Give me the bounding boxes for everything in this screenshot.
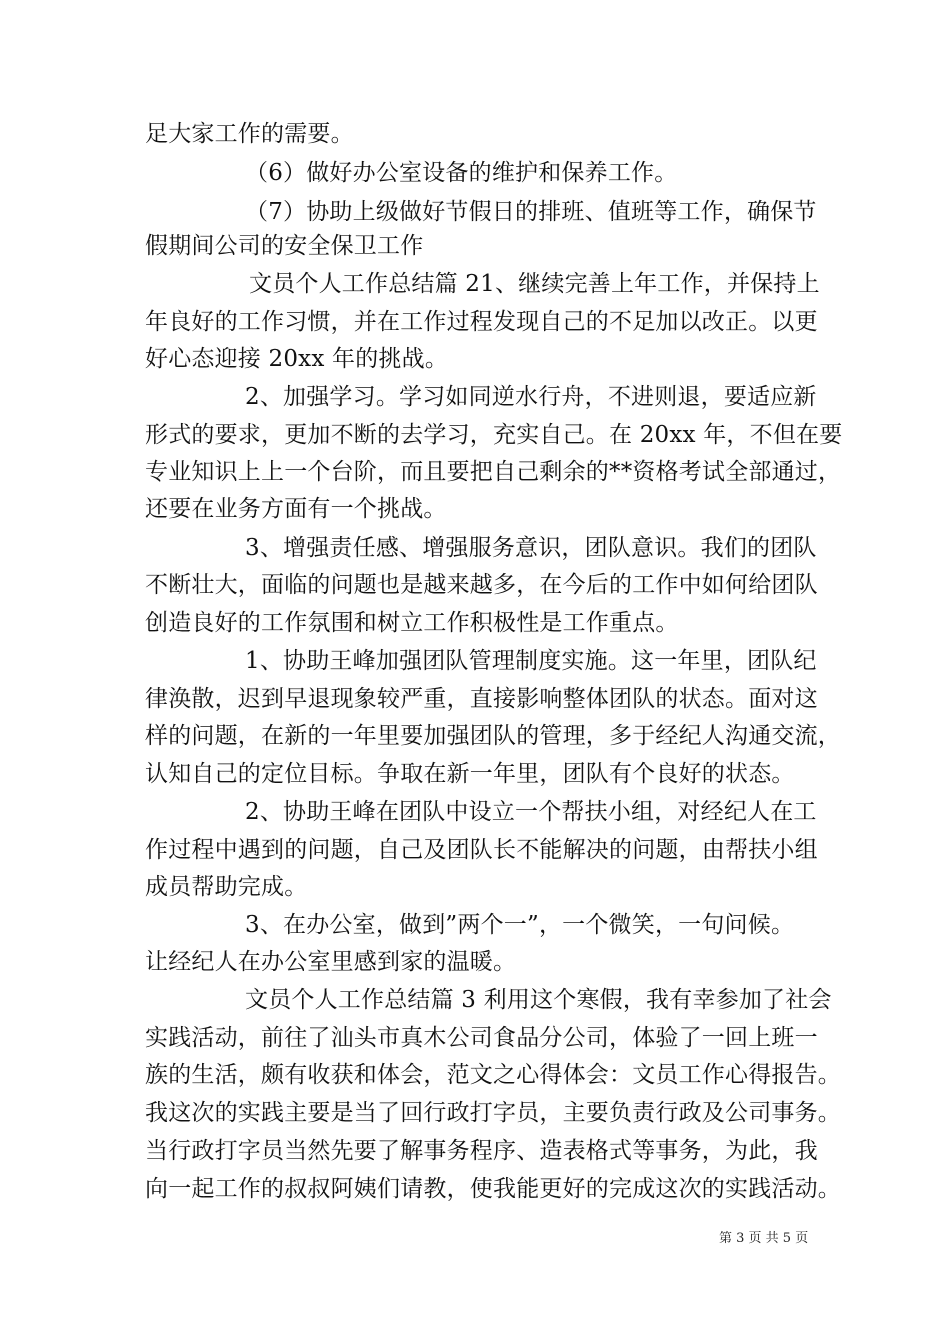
- text-line: 不断壮大，面临的问题也是越来越多，在今后的工作中如何给团队: [145, 572, 818, 598]
- text-line: 律涣散，迟到早退现象较严重，直接影响整体团队的状态。面对这: [145, 686, 818, 712]
- text-line: 还要在业务方面有一个挑战。: [145, 496, 447, 522]
- text-line: 创造良好的工作氛围和树立工作积极性是工作重点。: [145, 610, 679, 636]
- text-line: 实践活动，前往了汕头市真木公司食品分公司，体验了一回上班一: [145, 1025, 818, 1051]
- text-line: 文员个人工作总结篇 21、继续完善上年工作，并保持上: [249, 271, 820, 297]
- text-line: 族的生活，颇有收获和体会，范文之心得体会：文员工作心得报告。: [145, 1062, 841, 1088]
- text-line: 假期间公司的安全保卫工作: [145, 233, 424, 259]
- text-line: 1、协助王峰加强团队管理制度实施。这一年里，团队纪: [245, 648, 817, 674]
- text-line: （7）协助上级做好节假日的排班、值班等工作，确保节: [245, 199, 817, 225]
- text-line: 当行政打字员当然先要了解事务程序、造表格式等事务，为此，我: [145, 1138, 818, 1164]
- text-line: 作过程中遇到的问题，自己及团队长不能解决的问题，由帮扶小组: [145, 837, 818, 863]
- text-line: 认知自己的定位目标。争取在新一年里，团队有个良好的状态。: [145, 761, 795, 787]
- text-line: 2、协助王峰在团队中设立一个帮扶小组，对经纪人在工: [245, 799, 817, 825]
- text-line: 专业知识上上一个台阶，而且要把自己剩余的**资格考试全部通过，: [145, 459, 842, 485]
- text-line: 向一起工作的叔叔阿姨们请教，使我能更好的完成这次的实践活动。: [145, 1176, 841, 1202]
- text-line: 成员帮助完成。: [145, 874, 308, 900]
- text-line: 足大家工作的需要。: [145, 121, 354, 147]
- text-line: 我这次的实践主要是当了回行政打字员，主要负责行政及公司事务。: [145, 1100, 841, 1126]
- text-line: 让经纪人在办公室里感到家的温暖。: [145, 949, 517, 975]
- text-line: 文员个人工作总结篇 3 利用这个寒假，我有幸参加了社会: [245, 987, 832, 1013]
- text-line: 年良好的工作习惯，并在工作过程发现自己的不足加以改正。以更: [145, 309, 818, 335]
- text-line: （6）做好办公室设备的维护和保养工作。: [245, 160, 678, 186]
- text-line: 3、在办公室，做到”两个一”，一个微笑，一句问候。: [245, 912, 795, 938]
- text-line: 2、加强学习。学习如同逆水行舟，不进则退，要适应新: [245, 384, 817, 410]
- text-line: 样的问题，在新的一年里要加强团队的管理，多于经纪人沟通交流，: [145, 723, 841, 749]
- text-line: 形式的要求，更加不断的去学习，充实自己。在 20xx 年，不但在要: [145, 422, 843, 448]
- text-line: 3、增强责任感、增强服务意识，团队意识。我们的团队: [245, 535, 817, 561]
- text-line: 好心态迎接 20xx 年的挑战。: [145, 346, 449, 372]
- page-number: 第 3 页 共 5 页: [719, 1231, 809, 1246]
